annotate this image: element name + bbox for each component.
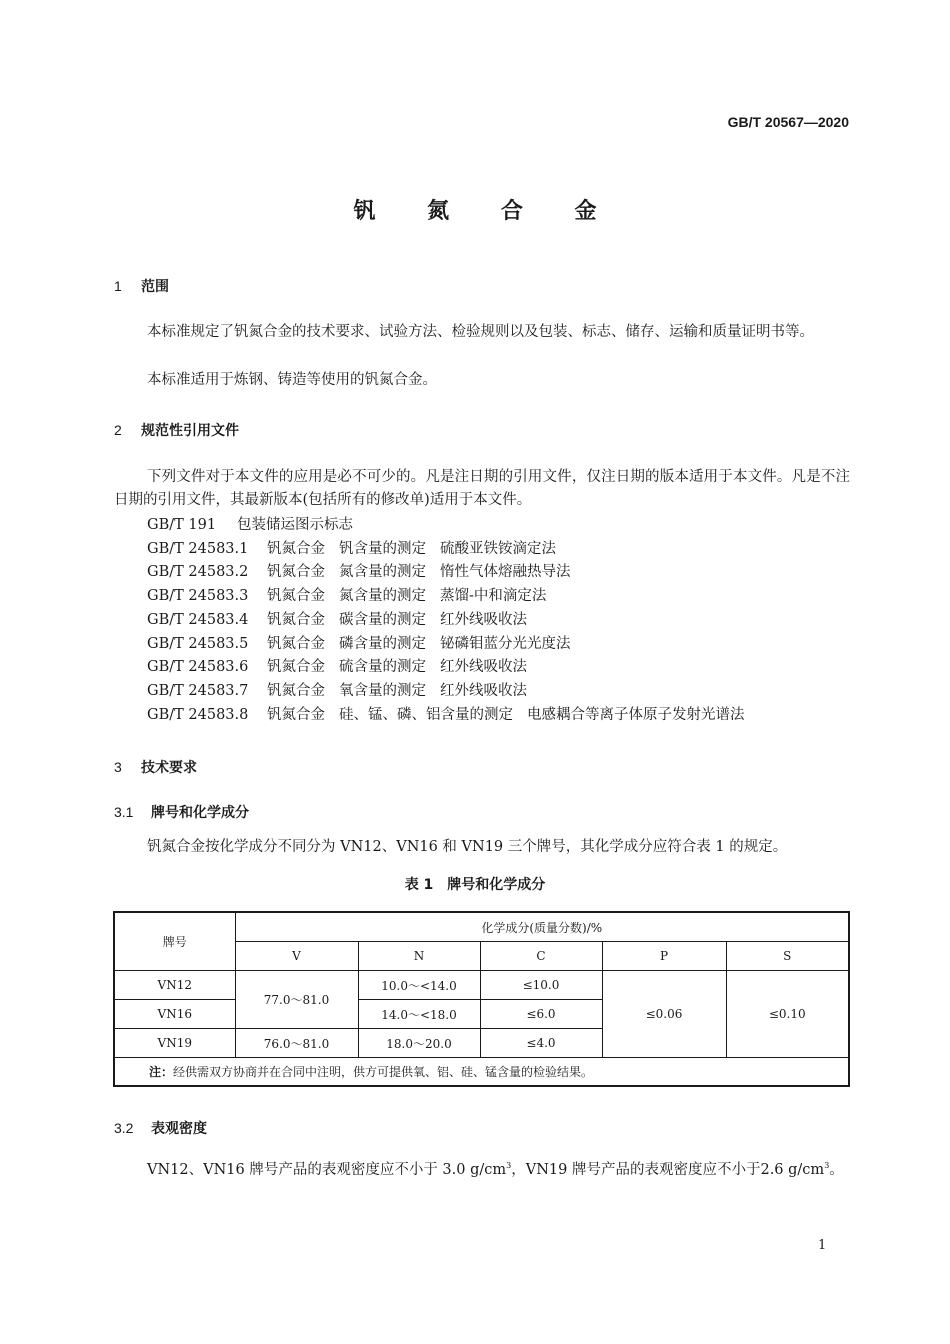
section-3-1-heading — [114, 802, 249, 822]
section-3-1-paragraph: 钒氮合金按化学成分不同分为 VN12、VN16 和 VN19 三个牌号，其化学成分应符合表 1 的规定。 — [147, 839, 788, 855]
composition-table — [113, 911, 850, 1087]
reference-item — [147, 704, 745, 728]
reference-part: 钒氮合金 — [267, 659, 325, 676]
section-1-title: 范围 — [141, 279, 169, 295]
reference-code: GB/T 24583.6 — [147, 659, 249, 676]
reference-part: 钒氮合金 — [267, 706, 325, 723]
section-2-heading — [114, 420, 239, 440]
reference-code: GB/T 24583.2 — [147, 564, 249, 581]
reference-code: GB/T 24583.1 — [147, 540, 249, 557]
section-3-1-title: 牌号和化学成分 — [151, 805, 249, 821]
section-1-paragraph: 本标准适用于炼钢、铸造等使用的钒氮合金。 — [147, 372, 437, 388]
reference-part: 钒氮合金 — [267, 611, 325, 628]
table-1-caption: 表 1 牌号和化学成分 — [404, 877, 546, 893]
n-value-cell: 10.0～<14.0 — [358, 971, 480, 1000]
table-note — [114, 1058, 849, 1087]
reference-part: 钒含量的测定 — [339, 540, 426, 557]
table-row — [114, 971, 849, 1000]
section-2-intro: 下列文件对于本文件的应用是必不可少的。凡是注日期的引用文件，仅注日期的版本适用于本文件。凡是不注日期的引用文件，其最新版本(包括所有的修改单)适用于本文件。 — [114, 469, 850, 508]
reference-part: 钒氮合金 — [267, 635, 325, 652]
reference-part: 钒氮合金 — [267, 564, 325, 581]
grade-cell: VN12 — [114, 971, 235, 1000]
section-1-paragraph: 本标准规定了钒氮合金的技术要求、试验方法、检验规则以及包装、标志、储存、运输和质量证明书等。 — [147, 324, 814, 340]
reference-item — [147, 538, 556, 562]
element-header-n: N — [358, 942, 480, 971]
reference-part: 钒氮合金 — [267, 540, 325, 557]
reference-code: GB/T 191 — [147, 517, 217, 533]
section-1-number: 1 — [114, 278, 122, 294]
section-3-1-number: 3.1 — [114, 804, 134, 820]
s-value-cell: ≤0.10 — [726, 971, 849, 1058]
density-text-1: VN12、VN16 牌号产品的表观密度应不小于 3.0 g/cm — [147, 1162, 507, 1178]
reference-part: 包装储运图示标志 — [237, 517, 353, 533]
section-3-2-paragraph — [114, 1154, 850, 1182]
density-text-3: 。 — [829, 1162, 844, 1178]
reference-item — [147, 514, 353, 538]
section-1-heading — [114, 276, 169, 296]
reference-code: GB/T 24583.4 — [147, 611, 249, 628]
section-3-number: 3 — [114, 759, 122, 775]
reference-item — [147, 609, 527, 633]
section-3-heading — [114, 757, 197, 777]
n-value-cell: 14.0～<18.0 — [358, 1000, 480, 1029]
reference-code: GB/T 24583.3 — [147, 588, 249, 605]
reference-part: 红外线吸收法 — [440, 611, 527, 628]
reference-part: 磷含量的测定 — [339, 635, 426, 652]
reference-code: GB/T 24583.8 — [147, 706, 249, 723]
reference-part: 钒氮合金 — [267, 682, 325, 699]
grade-cell: VN16 — [114, 1000, 235, 1029]
section-3-2-number: 3.2 — [114, 1120, 134, 1136]
n-value-cell: 18.0～20.0 — [358, 1029, 480, 1058]
reference-part: 钒氮合金 — [267, 588, 325, 605]
table-note-text: 经供需双方协商并在合同中注明，供方可提供氧、铝、硅、锰含量的检验结果。 — [173, 1065, 594, 1079]
reference-part: 电感耦合等离子体原子发射光谱法 — [527, 706, 745, 723]
reference-part: 氮含量的测定 — [339, 564, 426, 581]
v-value-cell: 77.0～81.0 — [235, 971, 358, 1029]
document-title: 钒 氮 合 金 — [353, 199, 619, 224]
element-header-v: V — [235, 942, 358, 971]
section-3-2-title: 表观密度 — [151, 1121, 207, 1137]
reference-part: 蒸馏-中和滴定法 — [440, 588, 547, 605]
reference-part: 铋磷钼蓝分光光度法 — [440, 635, 571, 652]
reference-part: 惰性气体熔融热导法 — [440, 564, 571, 581]
superscript: 3 — [506, 1161, 512, 1170]
standard-id: GB/T 20567—2020 — [727, 114, 849, 130]
section-3-title: 技术要求 — [141, 760, 197, 776]
section-3-2-heading — [114, 1118, 207, 1138]
c-value-cell: ≤4.0 — [480, 1029, 602, 1058]
density-text-2: ，VN19 牌号产品的表观密度应不小于2.6 g/cm — [511, 1162, 825, 1178]
reference-code: GB/T 24583.7 — [147, 682, 249, 699]
p-value-cell: ≤0.06 — [602, 971, 726, 1058]
grade-header: 牌号 — [114, 912, 235, 971]
reference-part: 硅、锰、磷、铝含量的测定 — [339, 706, 513, 723]
reference-part: 硫含量的测定 — [339, 659, 426, 676]
reference-item — [147, 680, 527, 704]
element-header-s: S — [726, 942, 849, 971]
table-note-label: 注： — [149, 1065, 174, 1079]
reference-part: 红外线吸收法 — [440, 659, 527, 676]
composition-header: 化学成分(质量分数)/% — [235, 912, 849, 942]
element-header-c: C — [480, 942, 602, 971]
reference-part: 红外线吸收法 — [440, 682, 527, 699]
section-2-number: 2 — [114, 422, 122, 438]
reference-item — [147, 633, 571, 657]
element-header-p: P — [602, 942, 726, 971]
c-value-cell: ≤6.0 — [480, 1000, 602, 1029]
reference-code: GB/T 24583.5 — [147, 635, 249, 652]
grade-cell: VN19 — [114, 1029, 235, 1058]
reference-part: 硫酸亚铁铵滴定法 — [440, 540, 556, 557]
reference-item — [147, 561, 571, 585]
reference-part: 碳含量的测定 — [339, 611, 426, 628]
c-value-cell: ≤10.0 — [480, 971, 602, 1000]
superscript: 3 — [824, 1161, 830, 1170]
reference-item — [147, 585, 546, 609]
v-value-cell: 76.0～81.0 — [235, 1029, 358, 1058]
reference-part: 氮含量的测定 — [339, 588, 426, 605]
page-number: 1 — [818, 1238, 827, 1253]
reference-item — [147, 656, 527, 680]
section-2-title: 规范性引用文件 — [141, 423, 239, 439]
reference-part: 氧含量的测定 — [339, 682, 426, 699]
